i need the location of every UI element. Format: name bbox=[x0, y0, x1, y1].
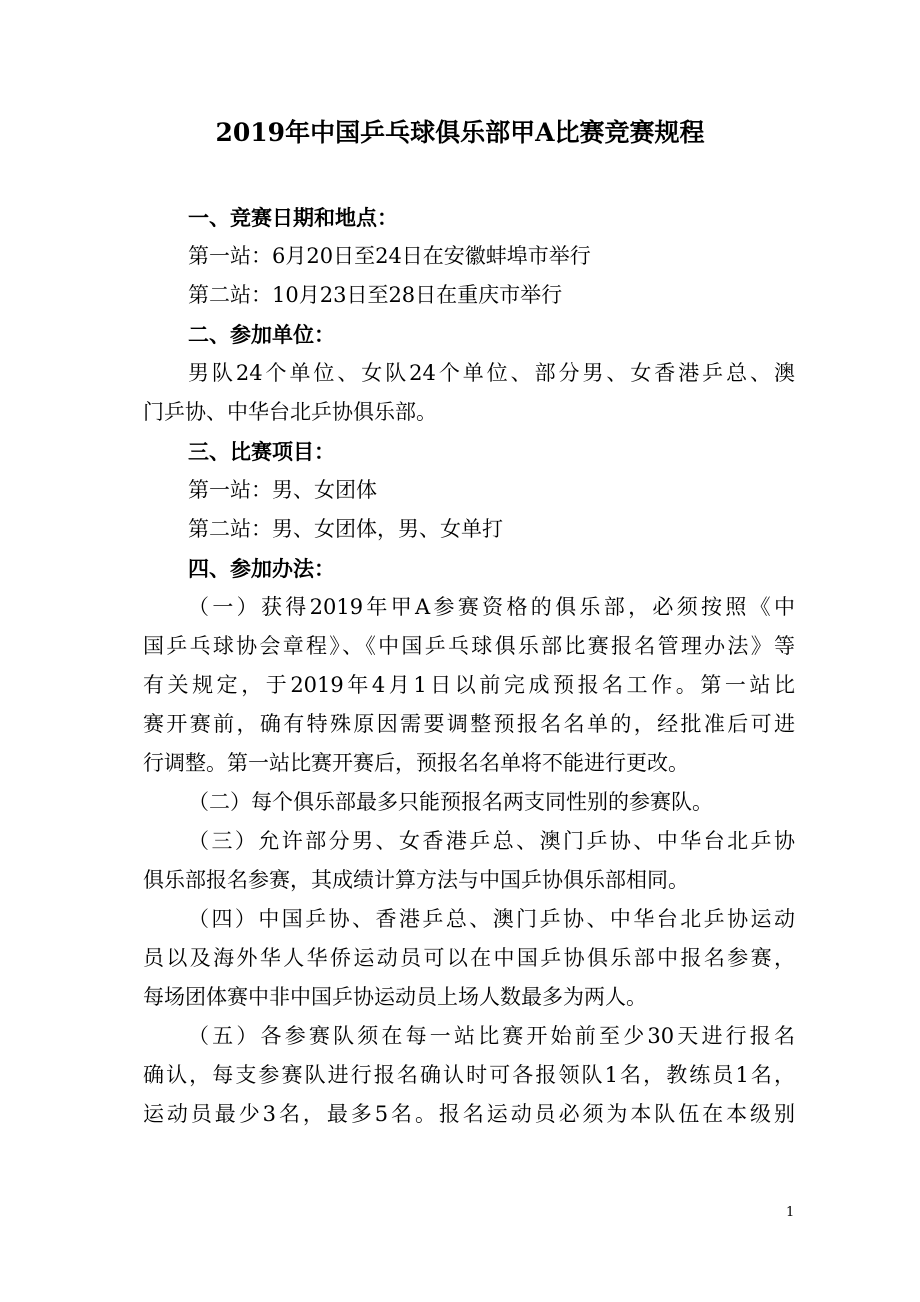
paragraph-line: 员以及海外华人华侨运动员可以在中国乒协俱乐部中报名参赛， bbox=[143, 946, 795, 970]
paragraph-line: 第二站：10月23日至28日在重庆市举行 bbox=[188, 283, 563, 307]
paragraph-line: 男队24个单位、女队24个单位、部分男、女香港乒总、澳 bbox=[188, 361, 795, 385]
paragraph-line: 有关规定，于2019年4月1日以前完成预报名工作。第一站比 bbox=[143, 673, 795, 697]
page-number: 1 bbox=[786, 1205, 795, 1220]
section-heading: 二、参加单位： bbox=[188, 322, 335, 347]
paragraph-line: （五）各参赛队须在每一站比赛开始前至少30天进行报名 bbox=[188, 1024, 795, 1048]
paragraph-line: 国乒乓球协会章程》、《中国乒乓球俱乐部比赛报名管理办法》等 bbox=[143, 634, 795, 658]
paragraph-line: 第二站：男、女团体，男、女单打 bbox=[188, 517, 503, 541]
paragraph-line: （一）获得2019年甲A参赛资格的俱乐部，必须按照《中 bbox=[188, 595, 795, 619]
paragraph-line: （四）中国乒协、香港乒总、澳门乒协、中华台北乒协运动 bbox=[188, 907, 795, 931]
paragraph-line: 确认，每支参赛队进行报名确认时可各报领队1名，教练员1名， bbox=[143, 1063, 795, 1087]
section-heading: 四、参加办法： bbox=[188, 556, 335, 581]
paragraph-line: 每场团体赛中非中国乒协运动员上场人数最多为两人。 bbox=[143, 985, 647, 1009]
paragraph-line: 行调整。第一站比赛开赛后，预报名名单将不能进行更改。 bbox=[143, 751, 689, 775]
paragraph-line: 第一站：男、女团体 bbox=[188, 478, 377, 502]
paragraph-line: （三）允许部分男、女香港乒总、澳门乒协、中华台北乒协 bbox=[188, 829, 795, 853]
paragraph-line: 俱乐部报名参赛，其成绩计算方法与中国乒协俱乐部相同。 bbox=[143, 868, 689, 892]
section-heading: 三、比赛项目： bbox=[188, 439, 335, 464]
paragraph-line: 第一站：6月20日至24日在安徽蚌埠市举行 bbox=[188, 244, 591, 268]
paragraph-line: 门乒协、中华台北乒协俱乐部。 bbox=[143, 400, 437, 424]
paragraph-line: 运动员最少3名，最多5名。报名运动员必须为本队伍在本级别 bbox=[143, 1102, 795, 1126]
paragraph-line: 赛开赛前，确有特殊原因需要调整预报名名单的，经批准后可进 bbox=[143, 712, 795, 736]
document-title: 2019年中国乒乓球俱乐部甲A比赛竞赛规程 bbox=[215, 118, 705, 147]
paragraph-line: （二）每个俱乐部最多只能预报名两支同性别的参赛队。 bbox=[188, 790, 713, 814]
section-heading: 一、竞赛日期和地点： bbox=[188, 205, 398, 230]
document-body bbox=[143, 198, 795, 1134]
